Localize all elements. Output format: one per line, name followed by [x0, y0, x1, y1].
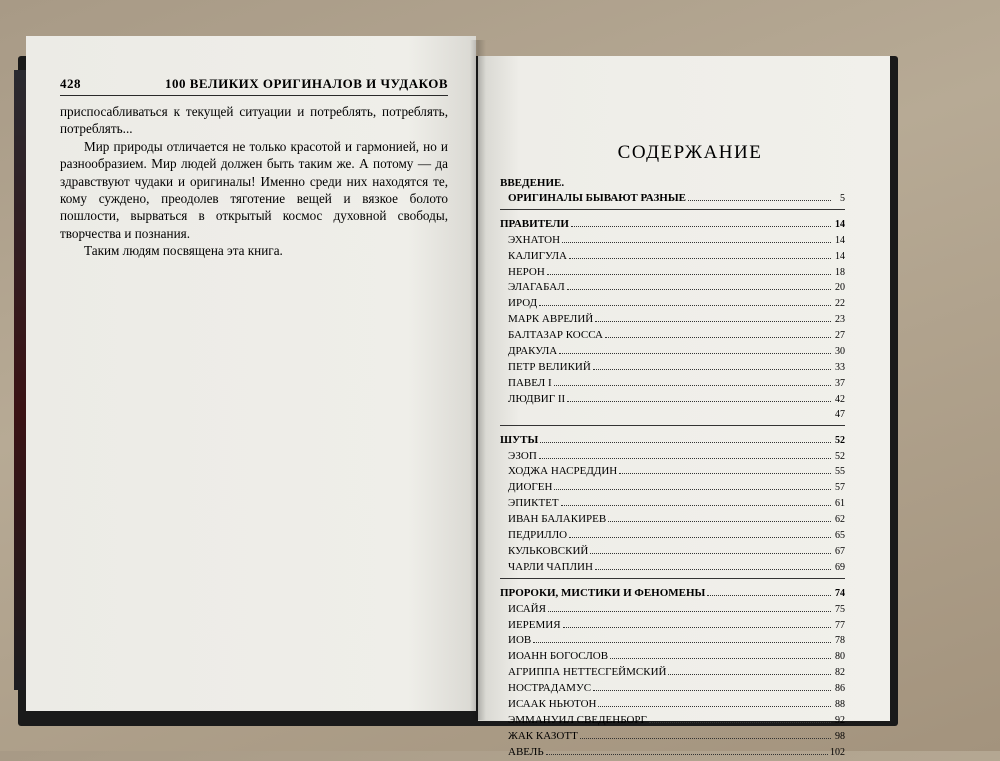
toc-entry-label: ИРОД [508, 297, 538, 310]
dot-leader [559, 353, 831, 354]
toc-entry-label: ХОДЖА НАСРЕДДИН [508, 465, 618, 478]
left-page-text [60, 103, 448, 260]
dot-leader [569, 537, 831, 538]
toc-entry-page: 47 [835, 408, 845, 420]
dot-leader [567, 401, 831, 402]
toc-entry-page: 14 [835, 250, 845, 262]
toc-entry-page: 65 [835, 530, 845, 542]
toc-entry-label: НЕРОН [508, 265, 545, 278]
toc-entry [500, 544, 845, 560]
toc-entry [500, 360, 845, 376]
toc-entry-page: 33 [835, 361, 845, 373]
dot-leader [590, 553, 831, 554]
toc-entry-label: ОРИГИНАЛЫ БЫВАЮТ РАЗНЫЕ [508, 191, 686, 204]
toc-entry-label: ИСААК НЬЮТОН [508, 698, 597, 711]
toc-section-heading [500, 217, 845, 233]
toc-entry [500, 560, 845, 576]
paragraph: Таким людям посвящена эта книга. [84, 243, 283, 259]
toc-section-heading [500, 586, 845, 602]
toc-section-heading [500, 433, 845, 449]
toc-entry [500, 480, 845, 496]
toc-entry-label: АВЕЛЬ [508, 745, 544, 758]
toc-entry-label: ИОАНН БОГОСЛОВ [508, 650, 609, 663]
toc-entry-page: 86 [835, 683, 845, 695]
paragraph: Мир природы отличается не только красотой и гармонией, но и разнообразием. Мир людей должен быть таким же. А потому — да здравствуют чудаки и оригиналы! Именно среди них находятся те, кому суждено, преодолев тяготение вещей и вязкое болото пошлости, вырваться в открытый космос духовной свободы, творчества и познания. [60, 138, 448, 241]
toc-entry-label: ИОВ [508, 634, 532, 647]
dot-leader [567, 289, 831, 290]
toc-entry-page: 80 [835, 651, 845, 663]
section-divider [500, 578, 845, 579]
toc-entry [500, 328, 845, 344]
toc-intro [500, 176, 845, 210]
dot-leader [668, 674, 831, 675]
toc-entry-page: 23 [835, 314, 845, 326]
toc-entry [500, 713, 845, 729]
toc-entry [500, 618, 845, 634]
dot-leader [561, 505, 831, 506]
toc-entry-page: 102 [830, 746, 845, 758]
dot-leader [649, 722, 831, 723]
toc-section-title: ШУТЫ [500, 433, 539, 446]
toc-entry-label: ИВАН БАЛАКИРЕВ [508, 513, 607, 526]
dot-leader [605, 337, 831, 338]
toc-section [500, 433, 845, 579]
table-of-contents [500, 176, 845, 761]
dot-leader [539, 305, 831, 306]
dot-leader [546, 754, 828, 755]
toc-entry-page: 75 [835, 603, 845, 615]
toc-entry-label: ИСАЙЯ [508, 602, 546, 615]
dot-leader [610, 658, 831, 659]
dot-leader [548, 611, 831, 612]
dot-leader [554, 385, 831, 386]
running-head [60, 76, 448, 96]
toc-entry [500, 449, 845, 465]
toc-section [500, 586, 845, 761]
dot-leader [619, 473, 831, 474]
dot-leader [598, 706, 831, 707]
dot-leader [571, 226, 831, 227]
toc-section-page: 52 [835, 434, 845, 446]
toc-entry-page: 52 [835, 450, 845, 462]
toc-entry-label: ЭПИКТЕТ [508, 497, 559, 510]
toc-entry-page: 30 [835, 346, 845, 358]
toc-entry [500, 376, 845, 392]
toc-entry-label: ЧАРЛИ ЧАПЛИН [508, 560, 593, 573]
page-number: 428 [60, 76, 81, 91]
toc-entry [500, 191, 845, 207]
toc-entry-label: ЛЮДВИГ II [508, 392, 566, 405]
toc-entry-label: НОСТРАДАМУС [508, 682, 592, 695]
toc-section-title: ПРОРОКИ, МИСТИКИ И ФЕНОМЕНЫ [500, 586, 706, 599]
dot-leader [595, 321, 831, 322]
toc-entry [500, 265, 845, 281]
toc-entry-label: ПЕТР ВЕЛИКИЙ [508, 360, 591, 373]
toc-entry-page: 14 [835, 234, 845, 246]
toc-entry [500, 280, 845, 296]
toc-entry-page: 27 [835, 330, 845, 342]
toc-entry-label: ЭЗОП [508, 449, 537, 462]
toc-section-page: 14 [835, 218, 845, 230]
toc-section-title: ПРАВИТЕЛИ [500, 217, 569, 230]
toc-entry [500, 296, 845, 312]
toc-entry [500, 745, 845, 761]
toc-entry [500, 681, 845, 697]
toc-entry-label: КУЛЬКОВСКИЙ [508, 544, 589, 557]
dot-leader [540, 442, 831, 443]
toc-entry-page: 62 [835, 514, 845, 526]
toc-entry-label: АГРИППА НЕТТЕСГЕЙМСКИЙ [508, 666, 667, 679]
toc-entry [500, 233, 845, 249]
dot-leader [539, 458, 831, 459]
toc-entry-label: ЭХНАТОН [508, 233, 561, 246]
book-spine-gutter [470, 40, 486, 720]
toc-entry [500, 496, 845, 512]
toc-intro-heading: ВВЕДЕНИЕ. [500, 177, 565, 189]
toc-entry [500, 249, 845, 265]
section-divider [500, 209, 845, 210]
dot-leader [563, 627, 831, 628]
toc-entry-continuation [500, 408, 845, 423]
dot-leader [569, 258, 831, 259]
toc-entry-label: МАРК АВРЕЛИЙ [508, 313, 594, 326]
toc-entry [500, 344, 845, 360]
toc-entry [500, 602, 845, 618]
toc-entry-label: ПАВЕЛ I [508, 376, 552, 389]
toc-entry-label: ЭЛАГАБАЛ [508, 281, 565, 294]
toc-entry-page: 92 [835, 715, 845, 726]
toc-entry-label: ИЕРЕМИЯ [508, 618, 561, 631]
dot-leader [580, 738, 831, 739]
toc-entry-page: 69 [835, 561, 845, 573]
dot-leader [608, 521, 831, 522]
dot-leader [554, 489, 831, 490]
toc-entry-page: 55 [835, 466, 845, 478]
toc-entry [500, 312, 845, 328]
toc-entry-page: 67 [835, 545, 845, 557]
toc-entry-page: 20 [835, 282, 845, 294]
toc-entry-page: 18 [835, 266, 845, 278]
toc-entry-page: 88 [835, 699, 845, 711]
toc-sections [500, 217, 845, 761]
toc-entry-page: 42 [835, 393, 845, 405]
toc-entry [500, 729, 845, 745]
toc-entry-label: ДИОГЕН [508, 481, 553, 494]
toc-entry [500, 512, 845, 528]
dot-leader [562, 242, 831, 243]
dot-leader [547, 274, 831, 275]
dot-leader [593, 369, 831, 370]
toc-entry [500, 528, 845, 544]
toc-section-page: 74 [835, 587, 845, 599]
toc-entry-label: КАЛИГУЛА [508, 249, 567, 262]
toc-entry-page: 22 [835, 298, 845, 310]
toc-entry-label: ЭММАНУИЛ СВЕДЕНБОРГ [508, 714, 647, 726]
dot-leader [595, 569, 831, 570]
dot-leader [533, 642, 831, 643]
toc-entry-page: 78 [835, 635, 845, 647]
dot-leader [593, 690, 831, 691]
paragraph: приспосабливаться к текущей ситуации и потреблять, потреблять, потреблять... [60, 104, 448, 137]
toc-entry-label: ДРАКУЛА [508, 345, 558, 358]
toc-entry-page: 77 [835, 619, 845, 631]
toc-entry-page: 82 [835, 667, 845, 679]
toc-entry [500, 649, 845, 665]
toc-entry [500, 392, 845, 408]
toc-entry-page: 5 [840, 192, 845, 204]
toc-entry-label: ПЕДРИЛЛО [508, 529, 568, 542]
toc-entry [500, 665, 845, 681]
toc-entry-label: ЖАК КАЗОТТ [508, 729, 578, 742]
toc-entry [500, 697, 845, 713]
toc-entry [500, 464, 845, 480]
toc-entry-page: 61 [835, 498, 845, 510]
toc-entry-page: 98 [835, 730, 845, 742]
toc-entry-label: БАЛТАЗАР КОССА [508, 329, 603, 342]
toc-title: СОДЕРЖАНИЕ [617, 142, 763, 163]
toc-section [500, 217, 845, 426]
toc-entry-page: 57 [835, 482, 845, 494]
dot-leader [688, 200, 831, 201]
toc-entry-page: 37 [835, 377, 845, 389]
running-title: 100 ВЕЛИКИХ ОРИГИНАЛОВ И ЧУДАКОВ [164, 76, 448, 91]
section-divider [500, 425, 845, 426]
dot-leader [707, 595, 831, 596]
toc-entry [500, 633, 845, 649]
